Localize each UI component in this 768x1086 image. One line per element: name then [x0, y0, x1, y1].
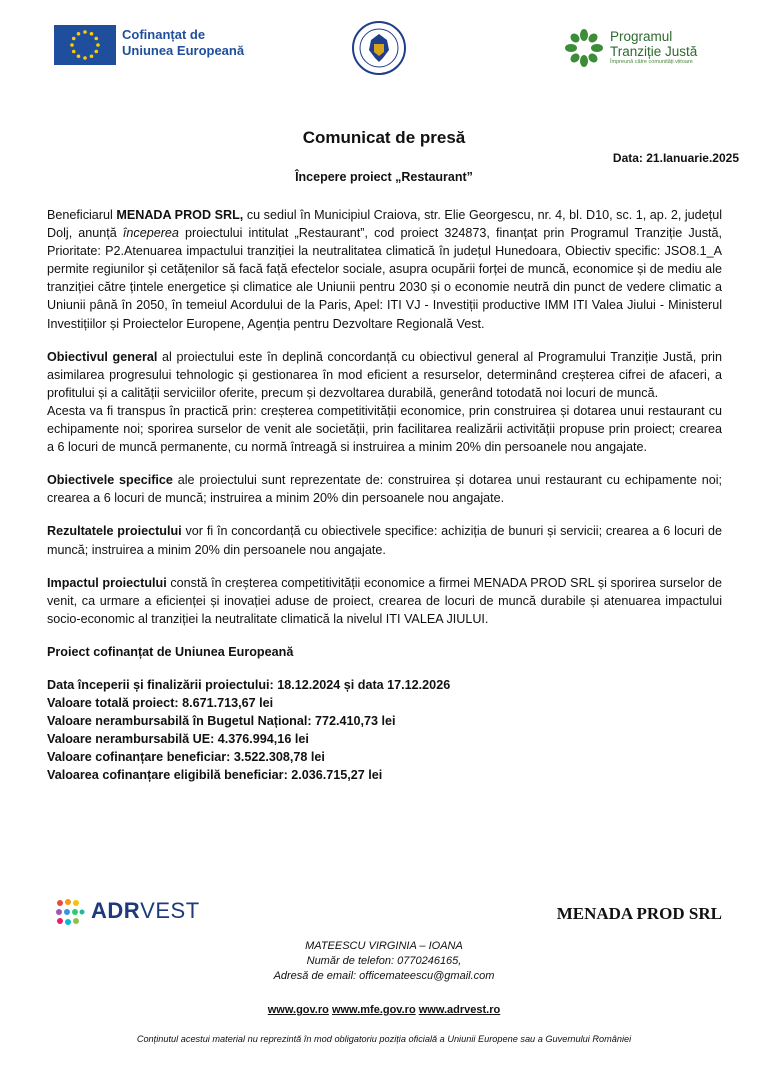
paragraph-implementation: Acesta va fi transpus în practică prin: creșterea competitivității economice, prin construirea și dotarea unui restaurant cu echipamente noi; sporirea surselor de venit ale societății, prin facilitarea realizării activității propuse prin proiect; crearea a 6 locuri de muncă permanente, cu normă întreagă si instruirea a minim 20% din persoanele nou angajate. — [47, 403, 722, 455]
eu-star — [77, 54, 81, 58]
link-gov[interactable]: www.gov.ro — [267, 1004, 329, 1016]
eu-star — [70, 43, 74, 47]
company-name: MENADA PROD SRL — [556, 904, 722, 923]
eu-star — [90, 54, 94, 58]
ptj-logo-text: Programul Tranziție Justă — [610, 29, 698, 59]
page-title: Comunicat de presă — [302, 128, 466, 147]
fact-line: Valoarea cofinanțare eligibilă beneficiar: 2.036.715,27 lei — [47, 768, 383, 783]
romanian-government-seal — [351, 20, 407, 76]
disclaimer: Conținutul acestui material nu reprezintă în mod obligatoriu poziția oficială a Uniunii Europene sau a Guvernului României — [136, 1034, 632, 1044]
fact-line: Valoare cofinanțare beneficiar: 3.522.308,78 lei — [47, 750, 325, 765]
eu-star — [72, 37, 76, 41]
contact-email: Adresă de email: officemateescu@gmail.com — [273, 970, 495, 982]
paragraph-specific-objectives: Obiectivele specifice ale proiectului sunt reprezentate de: construirea și dotarea unui restaurant cu echipamente noi; crearea a 6 locuri de muncă; instruirea a minim 20% din persoanele nou angajate. — [47, 473, 722, 506]
fact-line: Valoare totală proiect: 8.671.713,67 lei — [47, 696, 274, 711]
project-facts — [47, 676, 722, 785]
fact-line: Valoare nerambursabilă UE: 4.376.994,16 lei — [47, 732, 309, 747]
press-date: Data: 21.Ianuarie.2025 — [612, 151, 739, 165]
paragraph-beneficiary: Beneficiarul MENADA PROD SRL, cu sediul în Municipiul Craiova, str. Elie Georgescu, nr. 4, bl. D10, sc. 1, ap. 2, județul Dolj, anunță începerea proiectului intitulat „Restaurant”, cod proiect 324873, finanțat prin Programul Tranziție Justă, Prioritate: P2.Atenuarea impactului tranziției la neutralitatea climatică în județul Hunedoara, Obiectiv specific: JSO8.1_A permite regiunilor și cetățenilor să facă față efectelor sociale, asupra ocupării forței de muncă, economice și de mediu ale tranziției către țintele energetice și climatice ale Uniunii pentru 2030 și o economie neutră din punct de vedere climatic a Uniunii până în 2050, în temeiul Acordului de la Paris, Apel: ITI VJ - Investiții productive IMM ITI Valea Jiului - Ministerul Investițiilor și Proiectelor Europene, Agenția pentru Dezvoltare Regională Vest. — [47, 208, 722, 331]
eu-star — [94, 37, 98, 41]
footer-links — [0, 1004, 768, 1016]
eu-cofinanced-logo-text: Cofinanțat de Uniunea Europeană — [122, 27, 245, 58]
eu-star — [83, 30, 87, 34]
fact-line: Valoare nerambursabilă în Bugetul Național: 772.410,73 lei — [47, 714, 396, 729]
ptj-flower-icon — [565, 28, 603, 68]
link-adrvest[interactable]: www.adrvest.ro — [418, 1004, 501, 1016]
eu-star — [96, 43, 100, 47]
ptj-tagline: Împreună către comunități viitoare — [610, 59, 693, 65]
contact-phone: Număr de telefon: 0770246165, — [306, 955, 462, 967]
link-mfe[interactable]: www.mfe.gov.ro — [331, 1004, 416, 1016]
fact-line: Data începerii și finalizării proiectului: 18.12.2024 și data 17.12.2026 — [47, 677, 451, 692]
press-body — [47, 206, 722, 785]
eu-star — [83, 56, 87, 60]
eu-star — [90, 32, 94, 36]
paragraph-general-objective: Obiectivul general al proiectului este în deplină concordanță cu obiectivul general al Programului Tranziție Justă, prin asimilarea progresului tehnologic și gestionarea în mod eficient a resurselor, determinând creșterea cifrei de afaceri, a profitului și a calității serviciilor oferite, precum și dezvoltarea durabilă, generând totodată noi locuri de muncă. — [47, 349, 722, 400]
press-subtitle: Începere proiect „Restaurant” — [295, 170, 473, 184]
eu-star — [77, 32, 81, 36]
adr-vest-dots-icon — [55, 898, 85, 926]
cofinanced-statement: Proiect cofinanțat de Uniunea Europeană — [47, 644, 294, 659]
paragraph-impact: Impactul proiectului constă în creșterea competitivității economice a firmei MENADA PROD SRL și sporirea surselor de venit, ca urmare a eficienței și inovației aduse de proiect, crearea de locuri de muncă durabile și atenuarea impactului socio-economic al tranziției la neutralitate climatică la nivelul ITI VALEA JIULUI. — [47, 575, 722, 626]
contact-block — [0, 939, 768, 984]
eu-flag-logo — [54, 25, 116, 65]
paragraph-results: Rezultatele proiectului vor fi în concordanță cu obiectivele specifice: achiziția de bunuri și servicii; crearea a 6 locuri de muncă; instruirea a minim 20% din persoanele nou angajate. — [47, 524, 722, 557]
eu-star — [94, 50, 98, 54]
eu-star — [72, 50, 76, 54]
contact-name: MATEESCU VIRGINIA – IOANA — [305, 940, 463, 952]
adr-vest-logo-text: ADRVEST — [91, 898, 200, 923]
